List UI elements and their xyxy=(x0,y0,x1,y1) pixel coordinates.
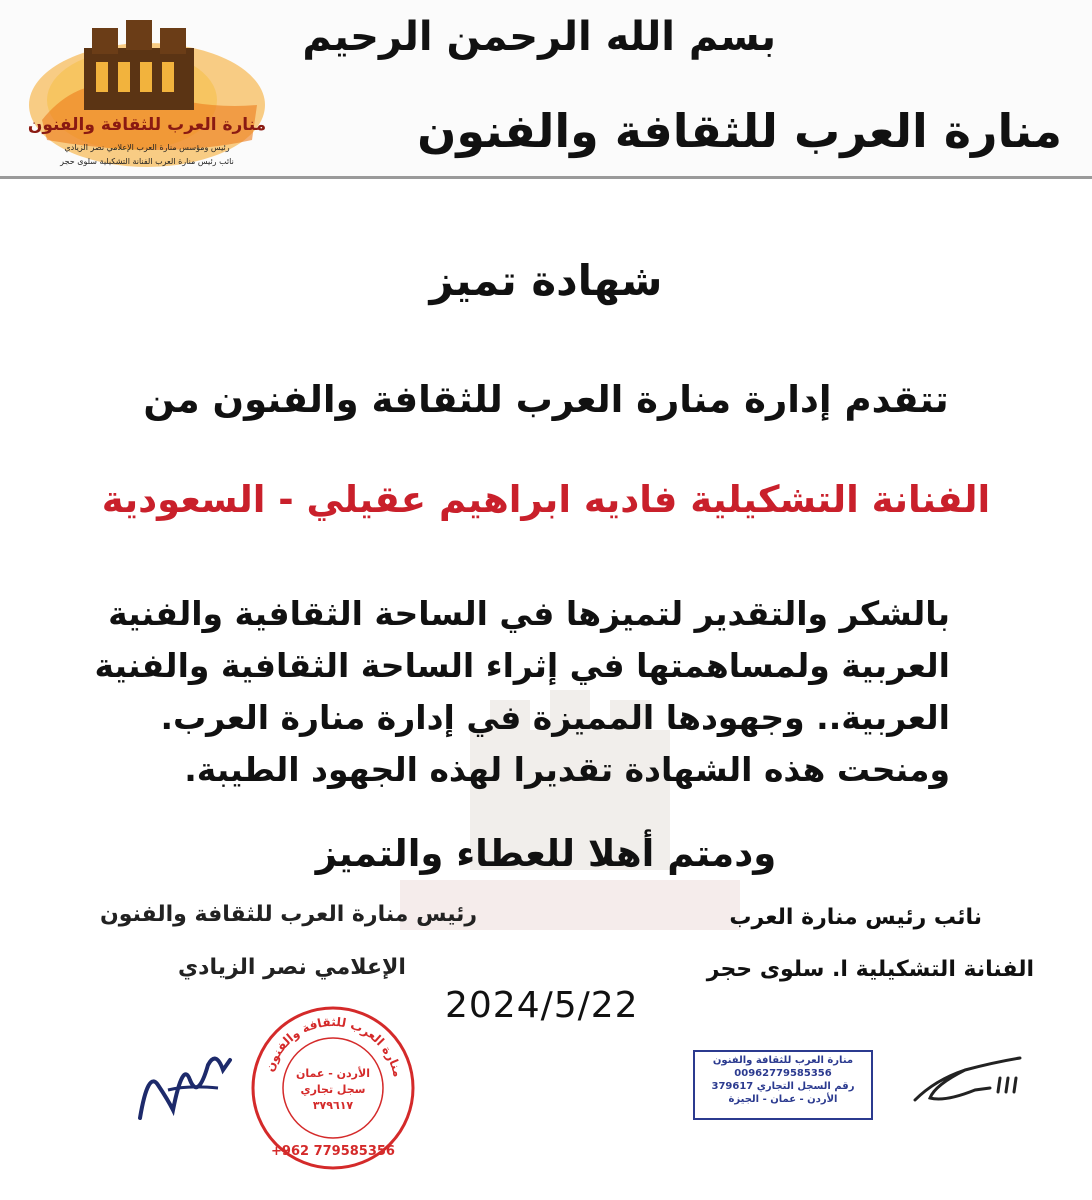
logo-subtitle-2: نائب رئيس منارة العرب الفنانة التشكيلية سلوى حجر xyxy=(60,157,234,166)
vice-president-title: نائب رئيس منارة العرب xyxy=(729,905,982,930)
body-line: العربية.. وجهودها المميزة في إدارة منارة العرب. xyxy=(160,698,950,737)
intro-line: تتقدم إدارة منارة العرب للثقافة والفنون من xyxy=(143,378,949,421)
round-stamp xyxy=(250,1005,416,1171)
president-title: رئيس منارة العرب للثقافة والفنون xyxy=(100,902,478,927)
header-divider xyxy=(0,176,1092,179)
rect-stamp-line-3: رقم السجل التجاري 379617 xyxy=(711,1081,855,1092)
recipient-name: الفنانة التشكيلية فاديه ابراهيم عقيلي - السعودية xyxy=(101,478,991,521)
vice-president-name: الفنانة التشكيلية ا. سلوى حجر xyxy=(706,957,1034,982)
rect-stamp-line-1: منارة العرب للثقافة والفنون xyxy=(712,1055,854,1066)
logo-subtitle-1: رئيس ومؤسس منارة العرب الإعلامي نصر الزيادي xyxy=(64,143,230,152)
stamp-ring-text: منارة العرب للثقافة والفنون xyxy=(262,1014,405,1079)
stamp-line-2: سجل تجاري xyxy=(300,1083,366,1096)
vice-president-signature xyxy=(905,1040,1035,1115)
rect-stamp-line-4: الأردن - عمان - الجيزة xyxy=(728,1094,838,1105)
rect-stamp-line-2: 00962779585356 xyxy=(734,1068,832,1079)
closing-line: ودمتم أهلا للعطاء والتميز xyxy=(315,832,777,875)
organization-name: منارة العرب للثقافة والفنون xyxy=(417,104,1062,158)
body-line: ومنحت هذه الشهادة تقديرا لهذه الجهود الطيبة. xyxy=(184,750,950,789)
rectangular-stamp xyxy=(693,1050,873,1120)
letterhead xyxy=(0,0,1092,178)
org-logo xyxy=(22,10,272,175)
stamp-phone: +962 779585356 xyxy=(271,1144,395,1159)
issue-date: 2024/5/22 xyxy=(445,985,639,1026)
president-name: الإعلامي نصر الزيادي xyxy=(178,955,406,980)
body-line: العربية ولمساهمتها في إثراء الساحة الثقافية والفنية xyxy=(94,646,950,685)
certificate-body xyxy=(94,588,950,796)
body-line: بالشكر والتقدير لتميزها في الساحة الثقافية والفنية xyxy=(108,594,950,633)
logo-text: منارة العرب للثقافة والفنون xyxy=(27,115,267,135)
certificate-title: شهادة تميز xyxy=(429,256,663,305)
stamp-line-3: ٣٧٩٦١٧ xyxy=(312,1099,354,1112)
stamp-line-1: الأردن - عمان xyxy=(296,1067,370,1080)
basmala: بسم الله الرحمن الرحيم xyxy=(302,14,776,60)
president-signature xyxy=(128,1030,238,1130)
